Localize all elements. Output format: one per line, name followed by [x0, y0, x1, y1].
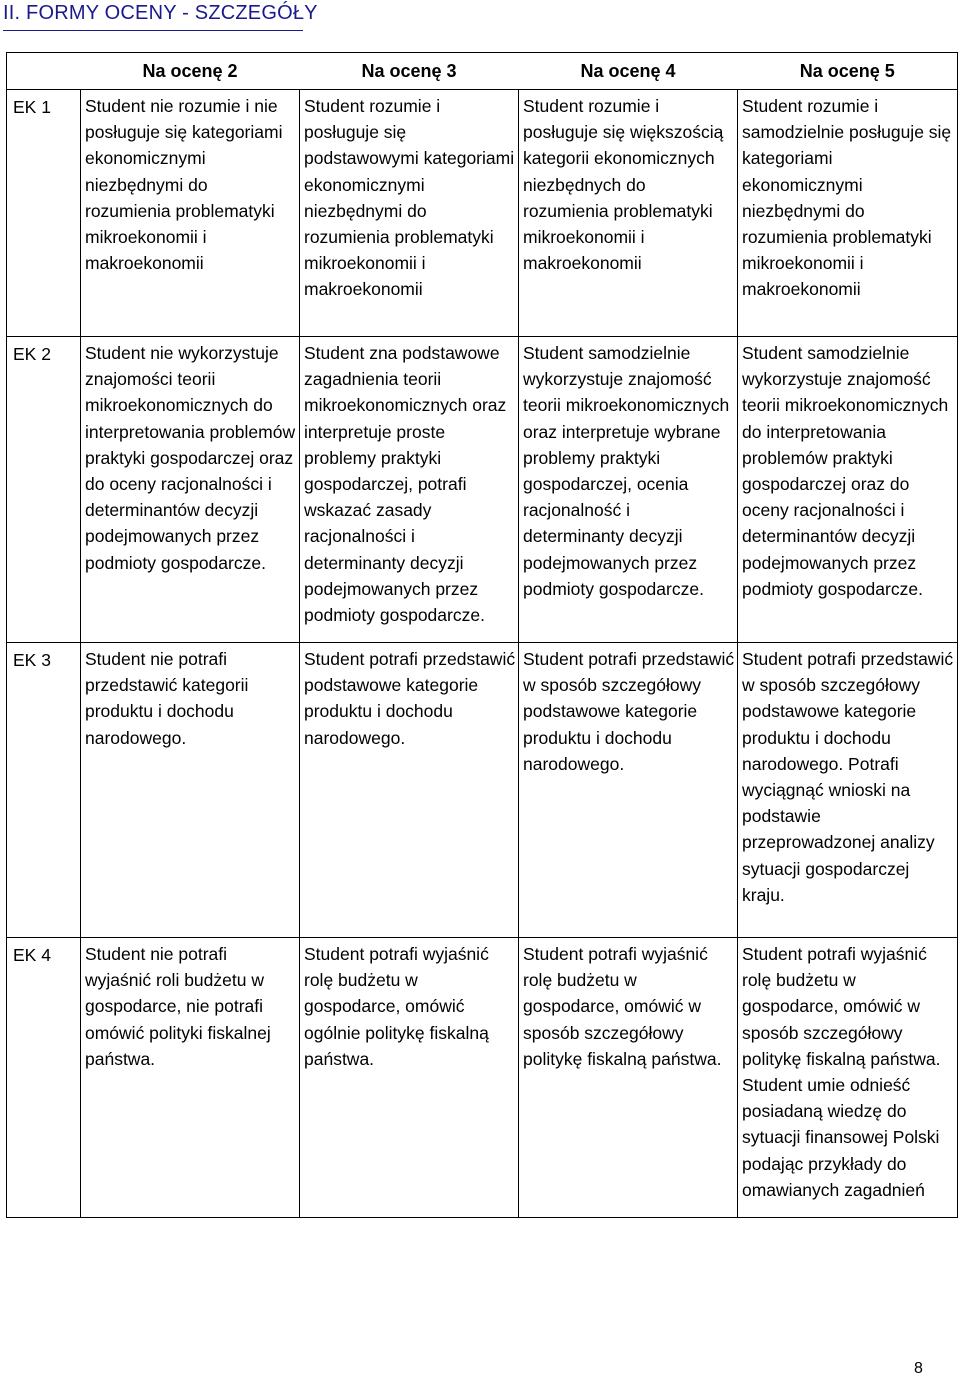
grading-table	[6, 52, 958, 1218]
cell-text: Student nie potrafi wyjaśnić roli budżetu w gospodarce, nie potrafi omówić polityki fiskalnej państwa.	[85, 944, 271, 1069]
cell-ek2-grade-5	[738, 337, 958, 643]
table-row-ek2	[7, 337, 958, 643]
cell-ek3-grade-3	[300, 643, 519, 938]
table-row-ek1	[7, 90, 958, 337]
header-grade-5: Na ocenę 5	[738, 53, 958, 90]
section-title	[3, 2, 318, 25]
cell-text: Student rozumie i posługuje się większością kategorii ekonomicznych niezbędnych do rozumienia problematyki mikroekonomii i makroekonomii	[523, 96, 724, 274]
cell-ek4-grade-5	[738, 938, 958, 1218]
header-grade-2: Na ocenę 2	[81, 53, 300, 90]
cell-ek2-grade-4	[519, 337, 738, 643]
header-corner-cell	[7, 53, 81, 90]
cell-ek4-grade-2	[81, 938, 300, 1218]
cell-ek1-grade-5	[738, 90, 958, 337]
header-row	[7, 53, 958, 90]
table-row-ek4	[7, 938, 958, 1218]
row-label-ek3: EK 3	[7, 643, 81, 938]
cell-text: Student nie rozumie i nie posługuje się kategoriami ekonomicznymi niezbędnymi do rozumienia problematyki mikroekonomii i makroekonomii	[85, 96, 283, 274]
cell-ek1-grade-2	[81, 90, 300, 337]
cell-text: Student potrafi przedstawić w sposób szczegółowy podstawowe kategorie produktu i dochodu narodowego. Potrafi wyciągnąć wnioski na podstawie przeprowadzonej analizy sytuacji gospodarczej kraju.	[742, 649, 954, 905]
cell-text: Student samodzielnie wykorzystuje znajomość teorii mikroekonomicznych do interpretowania problemów praktyki gospodarczej oraz do oceny racjonalności i determinantów decyzji podejmowanych przez podmioty gospodarcze.	[742, 343, 949, 599]
cell-text: Student zna podstawowe zagadnienia teorii mikroekonomicznych oraz interpretuje proste problemy praktyki gospodarczej, potrafi wskazać zasady racjonalności i determinanty decyzji podejmowanych przez podmioty gospodarcze.	[304, 343, 507, 626]
cell-text: Student nie potrafi przedstawić kategorii produktu i dochodu narodowego.	[85, 649, 249, 748]
cell-ek1-grade-3	[300, 90, 519, 337]
cell-text: Student potrafi wyjaśnić rolę budżetu w gospodarce, omówić ogólnie politykę fiskalną państwa.	[304, 944, 489, 1069]
cell-text: Student potrafi przedstawić podstawowe kategorie produktu i dochodu narodowego.	[304, 649, 516, 748]
header-grade-4: Na ocenę 4	[519, 53, 738, 90]
cell-text: Student potrafi wyjaśnić rolę budżetu w gospodarce, omówić w sposób szczegółowy politykę fiskalną państwa.	[523, 944, 722, 1069]
cell-text: Student potrafi wyjaśnić rolę budżetu w gospodarce, omówić w sposób szczegółowy politykę fiskalną państwa. Student umie odnieść posiadaną wiedzę do sytuacji finansowej Polski podając przykłady do omawianych zagadnień	[742, 944, 941, 1200]
cell-ek4-grade-3	[300, 938, 519, 1218]
cell-ek2-grade-2	[81, 337, 300, 643]
cell-text: Student samodzielnie wykorzystuje znajomość teorii mikroekonomicznych oraz interpretuje wybrane problemy praktyki gospodarczej, ocenia racjonalność i determinanty decyzji podejmowanych przez podmioty gospodarcze.	[523, 343, 730, 599]
row-label-ek2: EK 2	[7, 337, 81, 643]
section-title-text: II. FORMY OCENY - SZCZEGÓŁY	[3, 2, 318, 24]
cell-text: Student rozumie i samodzielnie posługuje się kategoriami ekonomicznymi niezbędnymi do rozumienia problematyki mikroekonomii i makroekonomii	[742, 96, 952, 300]
cell-ek2-grade-3	[300, 337, 519, 643]
page-number: 8	[914, 1360, 923, 1377]
row-label-ek1: EK 1	[7, 90, 81, 337]
table-row-ek3	[7, 643, 958, 938]
cell-ek4-grade-4	[519, 938, 738, 1218]
cell-ek3-grade-5	[738, 643, 958, 938]
row-label-ek4: EK 4	[7, 938, 81, 1218]
cell-ek3-grade-4	[519, 643, 738, 938]
title-underline	[3, 30, 303, 31]
cell-ek3-grade-2	[81, 643, 300, 938]
cell-text: Student potrafi przedstawić w sposób szczegółowy podstawowe kategorie produktu i dochodu narodowego.	[523, 649, 735, 774]
cell-text: Student rozumie i posługuje się podstawowymi kategoriami ekonomicznymi niezbędnymi do rozumienia problematyki mikroekonomii i makroekonomii	[304, 96, 515, 300]
header-grade-3: Na ocenę 3	[300, 53, 519, 90]
cell-ek1-grade-4	[519, 90, 738, 337]
cell-text: Student nie wykorzystuje znajomości teorii mikroekonomicznych do interpretowania problemów praktyki gospodarczej oraz do oceny racjonalności i determinantów decyzji podejmowanych przez podmioty gospodarcze.	[85, 343, 296, 573]
